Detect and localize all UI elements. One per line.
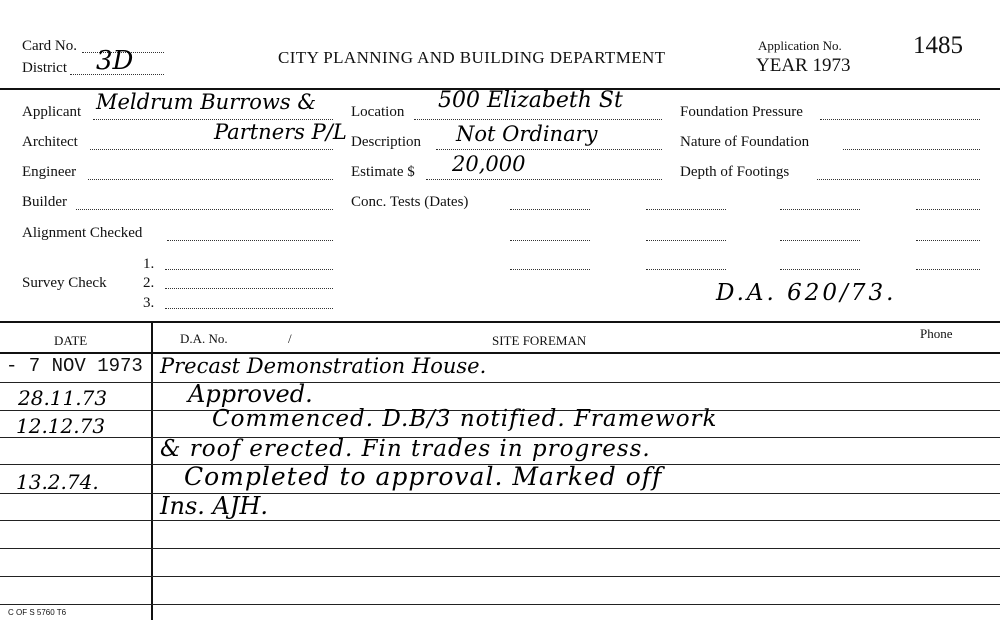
phone-column-header: Phone: [920, 326, 953, 341]
estimate-label: Estimate $: [351, 164, 415, 180]
foundation-pressure-label: Foundation Pressure: [680, 104, 803, 120]
alignment-checked-label: Alignment Checked: [22, 225, 143, 241]
entry-date: 28.11.73: [18, 386, 108, 410]
da-no-column-header: D.A. No.: [180, 331, 228, 346]
table-top-rule: [0, 321, 1000, 323]
table-row-line: [0, 604, 1000, 605]
estimate-value: 20,000: [452, 152, 526, 176]
alignment-line: [167, 240, 333, 241]
entry-text: Ins. AJH.: [160, 492, 269, 520]
depth-of-footings-label: Depth of Footings: [680, 164, 790, 180]
entry-text: Precast Demonstration House.: [160, 354, 487, 378]
da-reference: D.A. 620/73.: [716, 280, 897, 306]
survey-item-2: 2.: [143, 275, 155, 291]
card-no-label: Card No.: [22, 38, 77, 54]
entry-date: 12.12.73: [16, 414, 106, 438]
location-label: Location: [351, 104, 405, 120]
survey-item-3: 3.: [143, 295, 155, 311]
entry-text: & roof erected. Fin trades in progress.: [160, 436, 651, 462]
table-header-rule: [0, 352, 1000, 354]
table-row-line: [0, 520, 1000, 521]
application-no-label: Application No.: [758, 38, 842, 53]
table-row-line: [0, 382, 1000, 383]
site-foreman-column-header: SITE FOREMAN: [492, 333, 587, 348]
table-row-line: [0, 493, 1000, 494]
date-column-header: DATE: [54, 333, 88, 348]
architect-line: [90, 149, 333, 150]
year-label: YEAR 1973: [756, 55, 851, 76]
builder-label: Builder: [22, 194, 67, 210]
district-value: 3D: [96, 46, 134, 76]
entry-date: 13.2.74.: [16, 470, 99, 494]
da-no-slash: /: [288, 331, 292, 346]
form-code: C OF S 5760 T6: [8, 608, 67, 617]
conc-test-line: [780, 209, 860, 210]
conc-test-line: [916, 240, 980, 241]
entry-text: Approved.: [188, 380, 313, 408]
entry-text: Completed to approval. Marked off: [184, 462, 663, 491]
district-label: District: [22, 60, 67, 76]
survey-line-2: [165, 288, 333, 289]
conc-test-line: [646, 240, 726, 241]
conc-test-line: [510, 209, 590, 210]
conc-test-line: [780, 240, 860, 241]
description-line: [436, 149, 662, 150]
architect-value: Partners P/L: [214, 120, 347, 144]
department-title: CITY PLANNING AND BUILDING DEPARTMENT: [278, 48, 666, 67]
survey-check-label: Survey Check: [22, 275, 107, 291]
conc-test-line: [510, 240, 590, 241]
conc-test-line: [510, 269, 590, 270]
nature-of-foundation-line: [843, 149, 980, 150]
applicant-label: Applicant: [22, 104, 82, 120]
table-row-line: [0, 576, 1000, 577]
conc-test-line: [916, 269, 980, 270]
table-row-line: [0, 548, 1000, 549]
description-value: Not Ordinary: [456, 122, 598, 146]
application-number: 1485: [913, 32, 963, 59]
conc-tests-label: Conc. Tests (Dates): [351, 194, 469, 210]
description-label: Description: [351, 134, 421, 150]
foundation-pressure-line: [820, 119, 980, 120]
entry-text: Commenced. D.B/3 notified. Framework: [212, 406, 718, 432]
builder-line: [76, 209, 333, 210]
conc-test-line: [916, 209, 980, 210]
engineer-label: Engineer: [22, 164, 77, 180]
engineer-line: [88, 179, 333, 180]
conc-test-line: [646, 209, 726, 210]
survey-line-3: [165, 308, 333, 309]
conc-test-line: [646, 269, 726, 270]
nature-of-foundation-label: Nature of Foundation: [680, 134, 810, 150]
location-line: [414, 119, 662, 120]
location-value: 500 Elizabeth St: [438, 88, 623, 113]
survey-item-1: 1.: [143, 256, 155, 272]
architect-label: Architect: [22, 134, 78, 150]
conc-test-line: [780, 269, 860, 270]
survey-line-1: [165, 269, 333, 270]
entry-date: - 7 NOV 1973: [6, 355, 143, 377]
depth-of-footings-line: [817, 179, 980, 180]
estimate-line: [426, 179, 662, 180]
applicant-value: Meldrum Burrows &: [96, 90, 317, 114]
